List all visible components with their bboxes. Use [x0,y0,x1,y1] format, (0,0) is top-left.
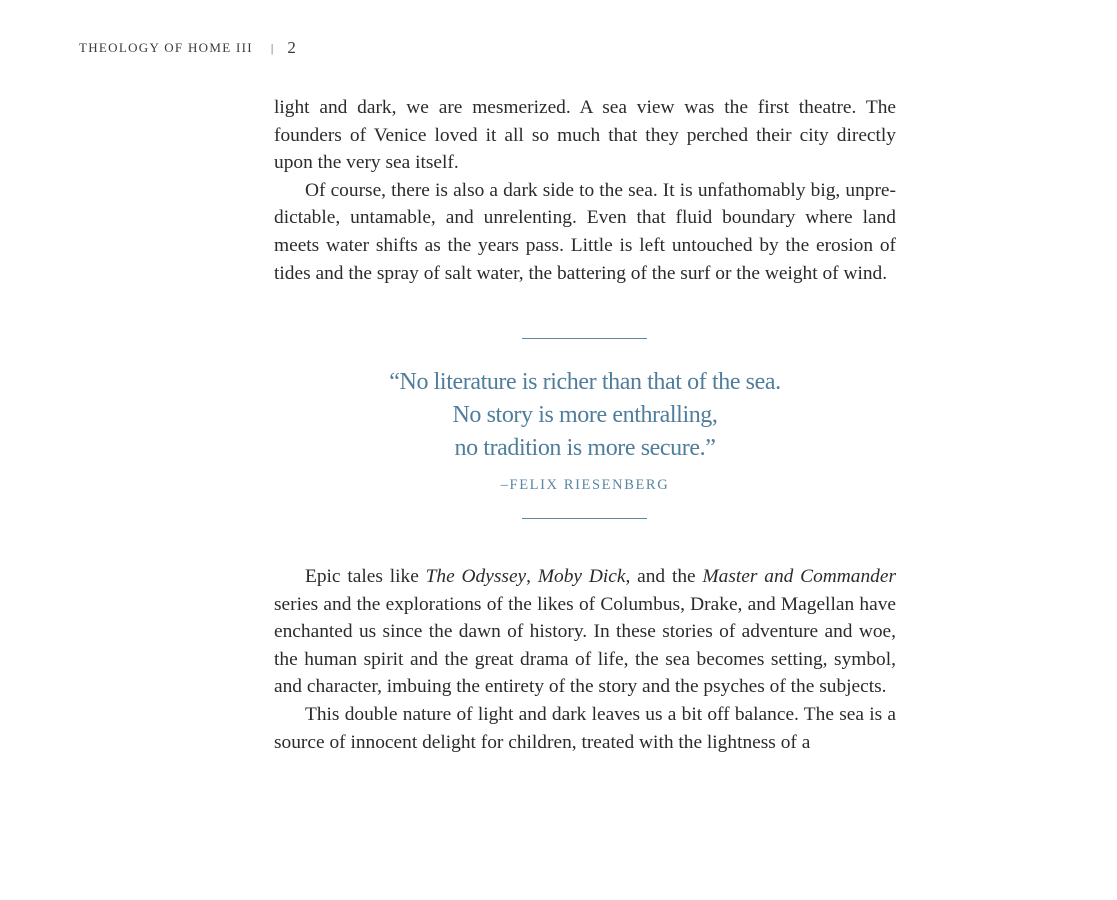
quote-line-3: no tradition is more secure.” [454,435,716,461]
page-number: 2 [287,38,296,57]
epic-tales-sep-2: , and the [625,566,703,587]
paragraph-double-nature: This double nature of light and dark leaves us a bit off balance. The sea is a source of innocent delight for children, treated with the lightness of a [274,703,896,753]
book-title: THEOLOGY OF HOME III [79,40,253,55]
paragraph-continued: light and dark, we are mesmerized. A sea view was the first theatre. The founders of Venice loved it all so much that they perched their city directly upon the very sea itself. [274,97,896,174]
quote-rule-bottom [522,518,647,519]
quote-line-1: “No literature is richer than that of the sea. [389,369,781,395]
title-moby-dick: Moby Dick [537,566,626,587]
running-head [79,37,296,59]
lower-body-text [274,563,896,756]
title-master-and-commander: Master and Commander [702,566,897,587]
epic-tales-sep-1: , [526,566,538,587]
title-the-odyssey: The Odyssey [425,566,527,587]
epic-tales-rest: series and the explorations of the likes of Columbus, Drake, and Magellan have enchanted us since the dawn of history. In these stories of adventure and woe, the human spirit and the great drama of life, the sea becomes setting, symbol, and character, imbuing the entirety of the story and the psyches of the subjects. [274,593,896,698]
quote-line-2: No story is more enthralling, [452,402,718,428]
quote-rule-top [522,338,647,339]
paragraph-epic-tales [274,563,896,701]
pull-quote [274,366,896,494]
epic-tales-intro: Epic tales like [305,566,426,587]
upper-body-text [274,94,896,287]
quote-attribution: –FELIX RIESENBERG [500,477,670,493]
header-separator: | [270,40,274,55]
paragraph-dark-side: Of course, there is also a dark side to the sea. It is unfathomably big, unpredictable, untamable, and unrelenting. Even that fluid boundary where land meets water shifts as the years pass. Little is left untouched by the erosion of tides and the spray of salt water, the battering of the surf or the weight of wind. [274,179,896,284]
